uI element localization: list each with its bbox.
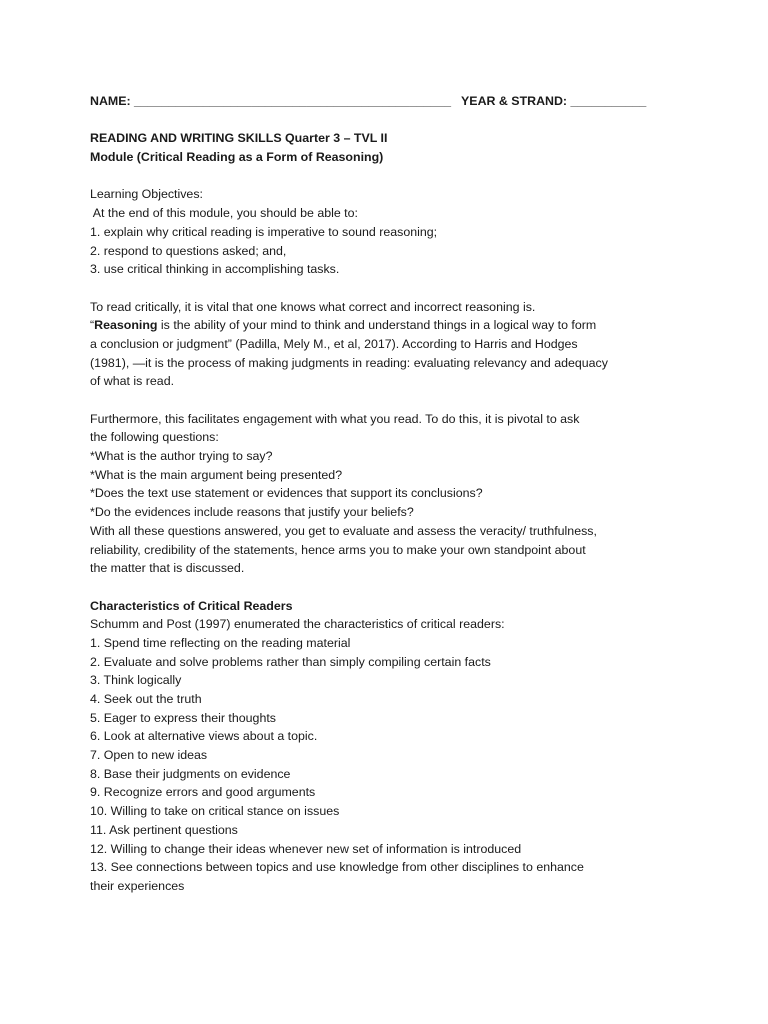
- question-item: *Do the evidences include reasons that justify your beliefs?: [90, 505, 414, 520]
- characteristic-item: 11. Ask pertinent questions: [90, 822, 238, 837]
- characteristics-intro: Schumm and Post (1997) enumerated the characteristics of critical readers:: [90, 617, 505, 632]
- paragraph-line: Furthermore, this facilitates engagement with what you read. To do this, it is pivotal to ask: [90, 411, 580, 426]
- characteristic-item: 5. Eager to express their thoughts: [90, 710, 276, 725]
- paragraph-line: [90, 316, 650, 335]
- characteristic-item-continuation: their experiences: [90, 878, 185, 893]
- characteristic-item: 1. Spend time reflecting on the reading material: [90, 635, 351, 650]
- year-strand-field-label: YEAR & STRAND: ___________: [461, 94, 647, 108]
- objective-item: 3. use critical thinking in accomplishing tasks.: [90, 262, 340, 277]
- characteristic-item: 3. Think logically: [90, 673, 182, 688]
- characteristic-item: 6. Look at alternative views about a topic.: [90, 729, 318, 744]
- characteristic-item: 9. Recognize errors and good arguments: [90, 785, 316, 800]
- characteristic-item: 13. See connections between topics and use knowledge from other disciplines to enhance: [90, 860, 584, 875]
- characteristic-item: 4. Seek out the truth: [90, 692, 202, 706]
- paragraph-line: of what is read.: [90, 374, 175, 389]
- characteristic-item: 7. Open to new ideas: [90, 748, 208, 763]
- objectives-heading: Learning Objectives:: [90, 187, 203, 202]
- open-quote: “: [90, 318, 95, 333]
- paragraph-line: (1981), ―it is the process of making judgments in reading: evaluating relevancy and adequacy: [90, 355, 608, 370]
- characteristics-heading: Characteristics of Critical Readers: [90, 598, 293, 613]
- paragraph-line: the following questions:: [90, 430, 219, 445]
- paragraph-line: the matter that is discussed.: [90, 561, 245, 576]
- reasoning-definition: is the ability of your mind to think and understand things in a logical way to form: [157, 318, 597, 333]
- characteristic-item: 12. Willing to change their ideas whenever new set of information is introduced: [90, 841, 522, 856]
- paragraph-line: With all these questions answered, you get to evaluate and assess the veracity/ truthfulness,: [90, 523, 597, 538]
- module-subtitle: Module (Critical Reading as a Form of Reasoning): [90, 150, 384, 165]
- question-item: *What is the main argument being presented?: [90, 467, 343, 482]
- objective-item: 2. respond to questions asked; and,: [90, 243, 287, 258]
- characteristic-item: 8. Base their judgments on evidence: [90, 766, 291, 781]
- characteristic-item: 2. Evaluate and solve problems rather than simply compiling certain facts: [90, 654, 491, 669]
- characteristic-item: 10. Willing to take on critical stance on issues: [90, 804, 340, 819]
- question-item: *What is the author trying to say?: [90, 449, 273, 464]
- document-content: [90, 92, 650, 896]
- reasoning-term: Reasoning: [94, 318, 158, 333]
- paragraph-line: a conclusion or judgment” (Padilla, Mely M., et al, 2017). According to Harris and Hodges: [90, 336, 578, 351]
- name-field-label: NAME: ______________________________________________: [90, 94, 452, 108]
- question-item: *Does the text use statement or evidences that support its conclusions?: [90, 486, 483, 501]
- paragraph-line: reliability, credibility of the statements, hence arms you to make your own standpoint about: [90, 542, 586, 557]
- paragraph-line: To read critically, it is vital that one knows what correct and incorrect reasoning is.: [90, 299, 536, 314]
- module-title: READING AND WRITING SKILLS Quarter 3 – TVL II: [90, 131, 388, 146]
- student-info-header: [90, 92, 650, 111]
- objective-item: 1. explain why critical reading is imperative to sound reasoning;: [90, 224, 438, 239]
- objectives-intro: At the end of this module, you should be able to:: [90, 206, 358, 221]
